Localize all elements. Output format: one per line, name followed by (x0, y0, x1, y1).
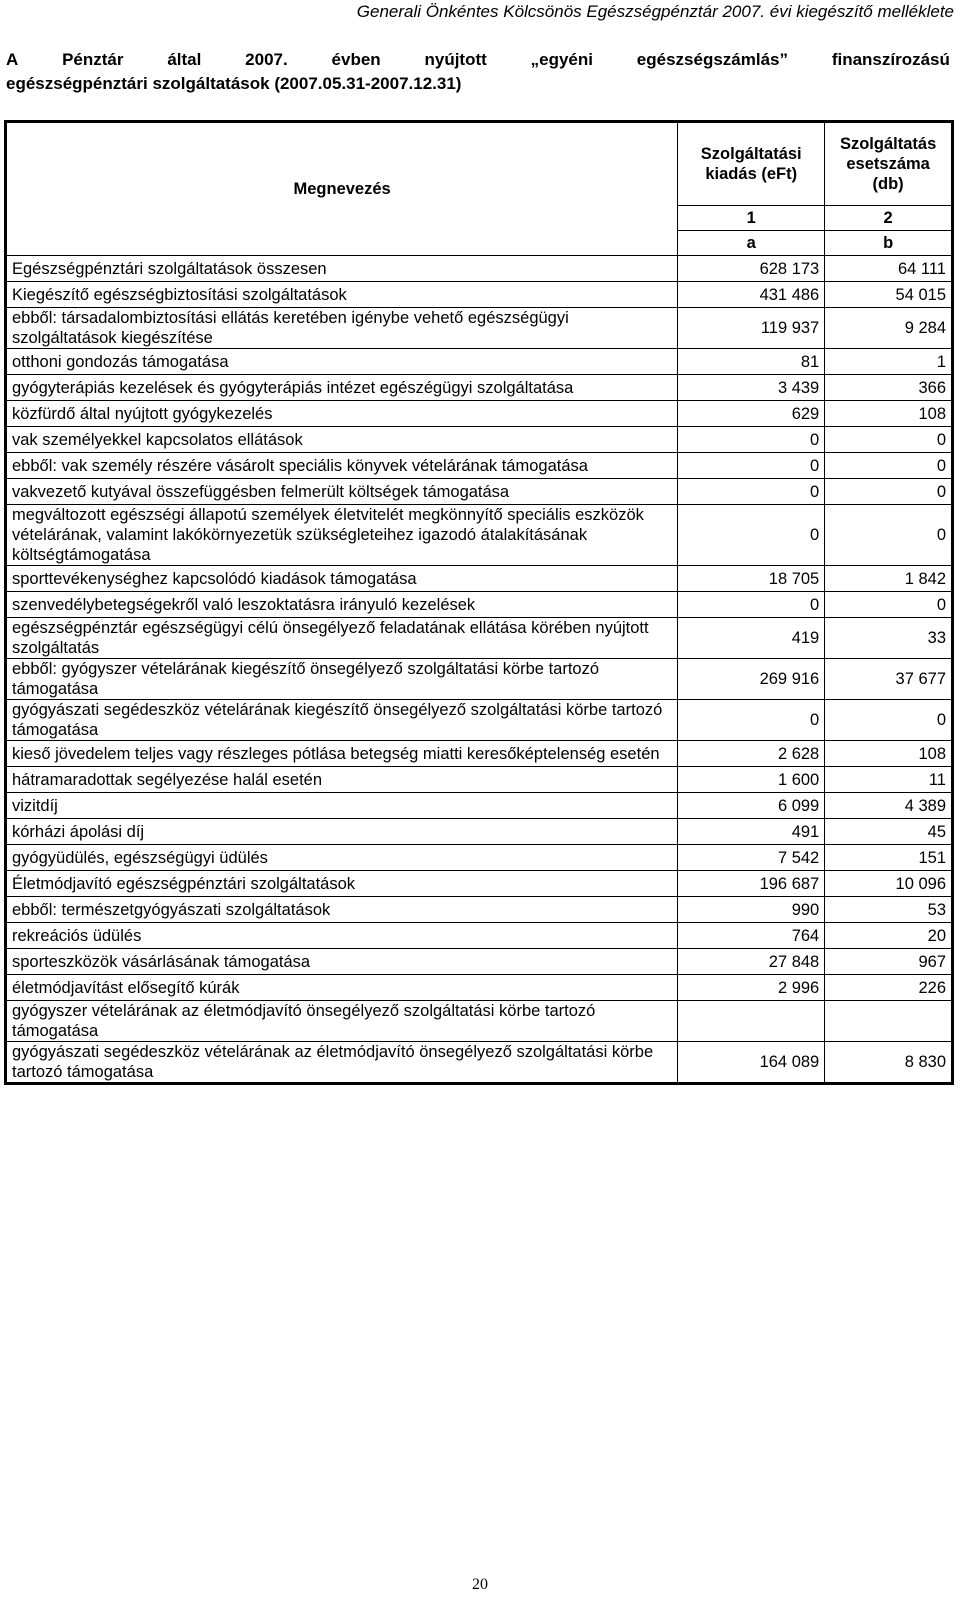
row-count-cell: 8 830 (825, 1042, 953, 1084)
row-count-cell: 33 (825, 618, 953, 659)
table-row (6, 819, 953, 845)
table-row (6, 566, 953, 592)
table-row (6, 700, 953, 741)
title-word: nyújtott (424, 50, 487, 69)
table-row (6, 871, 953, 897)
row-expense-cell (678, 1001, 825, 1042)
row-count-cell: 4 389 (825, 793, 953, 819)
col-letter-b: b (825, 231, 953, 256)
document-header: Generali Önkéntes Kölcsönös Egészségpénztár 2007. évi kiegészítő melléklete (356, 2, 954, 21)
table-row (6, 1042, 953, 1084)
row-expense-cell: 81 (678, 349, 825, 375)
row-expense-cell: 628 173 (678, 256, 825, 282)
row-name-cell: kieső jövedelem teljes vagy részleges pótlása betegség miatti keresőképtelenség esetén (6, 741, 678, 767)
table-body (6, 256, 953, 1084)
row-expense-cell: 269 916 (678, 659, 825, 700)
row-name-cell: gyógyterápiás kezelések és gyógyterápiás intézet egészégügyi szolgáltatása (6, 375, 678, 401)
row-count-cell: 0 (825, 700, 953, 741)
row-name-cell: gyógyüdülés, egészségügyi üdülés (6, 845, 678, 871)
row-name-cell: otthoni gondozás támogatása (6, 349, 678, 375)
row-name-cell: kórházi ápolási díj (6, 819, 678, 845)
row-count-cell: 0 (825, 427, 953, 453)
table-row (6, 618, 953, 659)
row-name-cell: Egészségpénztári szolgáltatások összesen (6, 256, 678, 282)
title-word: Pénztár (62, 50, 124, 69)
row-count-cell: 20 (825, 923, 953, 949)
col-header-name: Megnevezés (6, 122, 678, 256)
header-row (6, 122, 953, 206)
title-word: által (167, 50, 202, 69)
row-count-cell: 108 (825, 741, 953, 767)
row-expense-cell: 2 996 (678, 975, 825, 1001)
row-count-cell: 45 (825, 819, 953, 845)
row-expense-cell: 0 (678, 427, 825, 453)
row-expense-cell: 0 (678, 700, 825, 741)
table-row (6, 453, 953, 479)
title-line-1 (6, 48, 950, 72)
title-word: egészségszámlás” (636, 50, 788, 69)
row-name-cell: vakvezető kutyával összefüggésben felmerült költségek támogatása (6, 479, 678, 505)
table-row (6, 256, 953, 282)
row-name-cell: gyógyászati segédeszköz vételárának az életmódjavító önsegélyező szolgáltatási körbe tartozó támogatása (6, 1042, 678, 1084)
table-row (6, 282, 953, 308)
col-number-b: 2 (825, 206, 953, 231)
row-expense-cell: 6 099 (678, 793, 825, 819)
row-name-cell: közfürdő által nyújtott gyógykezelés (6, 401, 678, 427)
title-word: A (6, 50, 19, 69)
table-row (6, 427, 953, 453)
row-name-cell: vak személyekkel kapcsolatos ellátások (6, 427, 678, 453)
table-row (6, 1001, 953, 1042)
table-row (6, 793, 953, 819)
row-count-cell: 64 111 (825, 256, 953, 282)
table-row (6, 767, 953, 793)
row-count-cell: 108 (825, 401, 953, 427)
table-row (6, 375, 953, 401)
row-name-cell: ebből: gyógyszer vételárának kiegészítő önsegélyező szolgáltatási körbe tartozó támogatása (6, 659, 678, 700)
row-name-cell: sporteszközök vásárlásának támogatása (6, 949, 678, 975)
row-expense-cell: 419 (678, 618, 825, 659)
table-row (6, 975, 953, 1001)
title-word: évben (331, 50, 381, 69)
row-count-cell: 0 (825, 479, 953, 505)
row-name-cell: ebből: vak személy részére vásárolt speciális könyvek vételárának támogatása (6, 453, 678, 479)
col-header-count: Szolgáltatás esetszáma (db) (825, 122, 953, 206)
row-name-cell: gyógyászati segédeszköz vételárának kiegészítő önsegélyező szolgáltatási körbe tartozó támogatása (6, 700, 678, 741)
row-expense-cell: 164 089 (678, 1042, 825, 1084)
table-row (6, 401, 953, 427)
row-expense-cell: 1 600 (678, 767, 825, 793)
row-count-cell: 10 096 (825, 871, 953, 897)
col-header-expense: Szolgáltatási kiadás (eFt) (678, 122, 825, 206)
table-row (6, 592, 953, 618)
row-count-cell: 37 677 (825, 659, 953, 700)
row-expense-cell: 2 628 (678, 741, 825, 767)
row-count-cell: 53 (825, 897, 953, 923)
row-count-cell: 151 (825, 845, 953, 871)
row-name-cell: ebből: társadalombiztosítási ellátás keretében igénybe vehető egészségügyi szolgáltatások kiegészítése (6, 308, 678, 349)
page-number: 20 (472, 1576, 488, 1593)
table-title (6, 48, 950, 96)
row-name-cell: gyógyszer vételárának az életmódjavító önsegélyező szolgáltatási körbe tartozó támogatása (6, 1001, 678, 1042)
row-count-cell (825, 1001, 953, 1042)
title-word: 2007. (245, 50, 288, 69)
row-count-cell: 9 284 (825, 308, 953, 349)
row-expense-cell: 0 (678, 505, 825, 566)
row-name-cell: szenvedélybetegségekről való leszoktatásra irányuló kezelések (6, 592, 678, 618)
row-expense-cell: 629 (678, 401, 825, 427)
title-word: finanszírozású (831, 50, 950, 69)
row-count-cell: 11 (825, 767, 953, 793)
row-expense-cell: 3 439 (678, 375, 825, 401)
row-count-cell: 366 (825, 375, 953, 401)
row-expense-cell: 27 848 (678, 949, 825, 975)
table-row (6, 923, 953, 949)
table-row (6, 949, 953, 975)
row-expense-cell: 7 542 (678, 845, 825, 871)
row-count-cell: 967 (825, 949, 953, 975)
col-letter-a: a (678, 231, 825, 256)
table-row (6, 505, 953, 566)
table-row (6, 659, 953, 700)
row-count-cell: 1 842 (825, 566, 953, 592)
row-expense-cell: 119 937 (678, 308, 825, 349)
col-number-a: 1 (678, 206, 825, 231)
row-count-cell: 0 (825, 592, 953, 618)
row-expense-cell: 0 (678, 592, 825, 618)
row-name-cell: vizitdíj (6, 793, 678, 819)
row-name-cell: sporttevékenységhez kapcsolódó kiadások támogatása (6, 566, 678, 592)
row-name-cell: hátramaradottak segélyezése halál esetén (6, 767, 678, 793)
table-row (6, 479, 953, 505)
table-row (6, 349, 953, 375)
row-expense-cell: 990 (678, 897, 825, 923)
row-expense-cell: 18 705 (678, 566, 825, 592)
row-expense-cell: 0 (678, 453, 825, 479)
services-table (4, 120, 954, 1085)
row-name-cell: Életmódjavító egészségpénztári szolgáltatások (6, 871, 678, 897)
title-word: „egyéni (530, 50, 593, 69)
table-row (6, 741, 953, 767)
table-row (6, 845, 953, 871)
title-line-2: egészségpénztári szolgáltatások (2007.05.31-2007.12.31) (6, 74, 462, 93)
table-row (6, 308, 953, 349)
row-count-cell: 226 (825, 975, 953, 1001)
row-name-cell: egészségpénztár egészségügyi célú önsegélyező feladatának ellátása körében nyújtott szolgáltatás (6, 618, 678, 659)
row-expense-cell: 764 (678, 923, 825, 949)
table-row (6, 897, 953, 923)
row-name-cell: Kiegészítő egészségbiztosítási szolgáltatások (6, 282, 678, 308)
row-name-cell: rekreációs üdülés (6, 923, 678, 949)
row-expense-cell: 491 (678, 819, 825, 845)
row-expense-cell: 0 (678, 479, 825, 505)
row-expense-cell: 431 486 (678, 282, 825, 308)
row-count-cell: 0 (825, 453, 953, 479)
row-count-cell: 54 015 (825, 282, 953, 308)
row-name-cell: megváltozott egészségi állapotú személyek életvitelét megkönnyítő speciális eszközök vételárának, valamint lakókörnyezetük szükségleteihez igazodó átalakításának költségtámogatása (6, 505, 678, 566)
row-count-cell: 0 (825, 505, 953, 566)
row-name-cell: életmódjavítást elősegítő kúrák (6, 975, 678, 1001)
row-name-cell: ebből: természetgyógyászati szolgáltatások (6, 897, 678, 923)
row-expense-cell: 196 687 (678, 871, 825, 897)
row-count-cell: 1 (825, 349, 953, 375)
